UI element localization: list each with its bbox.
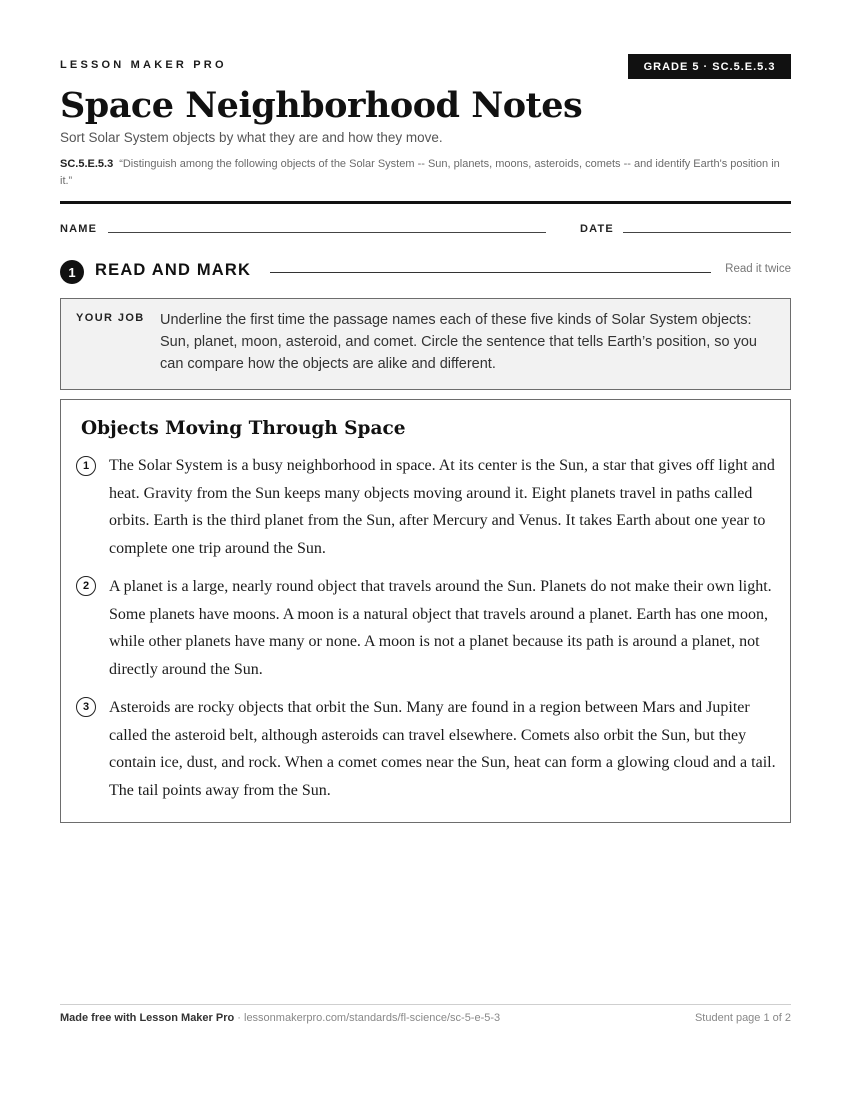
paragraph-number: 2	[76, 576, 96, 596]
job-box	[60, 298, 791, 390]
standard-code: SC.5.E.5.3	[60, 158, 114, 170]
page-indicator: Student page 1 of 2	[694, 1012, 791, 1024]
date-label: DATE	[580, 223, 614, 235]
paragraph-2: A planet is a large, nearly round object that travels around the Sun. Planets do not make their own light. Some planets have moons. A moon is a natural object that travels around a planet. Earth has one moon, while other planets have many or none. A moon is not a planet because its path is around a planet, not directly around the Sun.	[109, 578, 772, 679]
job-label: YOUR JOB	[76, 312, 145, 324]
date-field[interactable]	[623, 232, 791, 233]
paragraph-number: 1	[76, 456, 96, 476]
header-divider	[60, 201, 791, 204]
standard-statement	[60, 156, 792, 190]
paragraph-number: 3	[76, 697, 96, 717]
footer-made-with: Made free with Lesson Maker Pro	[60, 1012, 235, 1024]
job-instructions: Underline the first time the passage names each of these five kinds of Solar System objects: Sun, planet, moon, asteroid, and comet. Circle the sentence that tells Earth’s position, so you can compare how the objects are alike and different.	[160, 312, 757, 372]
page-subtitle: Sort Solar System objects by what they are and how they move.	[60, 130, 443, 145]
paragraph-1: The Solar System is a busy neighborhood in space. At its center is the Sun, a star that gives off light and heat. Gravity from the Sun keeps many objects moving around it. Eight planets travel in paths called orbits. Earth is the third planet from the Sun, after Mercury and Venus. It takes Earth about one year to complete one trip around the Sun.	[109, 457, 775, 558]
section-note: Read it twice	[725, 263, 791, 275]
brand-name: LESSON MAKER PRO	[60, 59, 227, 71]
paragraph-3: Asteroids are rocky objects that orbit the Sun. Many are found in a region between Mars and Jupiter called the asteroid belt, although asteroids can travel elsewhere. Comets also orbit the Sun, but they contain ice, dust, and rock. When a comet comes near the Sun, heat can form a glowing cloud and a tail. The tail points away from the Sun.	[109, 699, 776, 800]
page-title: Space Neighborhood Notes	[60, 85, 583, 126]
footer-credit	[60, 1012, 500, 1024]
grade-badge: GRADE 5 · SC.5.E.5.3	[628, 54, 791, 79]
section-title: READ AND MARK	[95, 261, 252, 279]
name-field[interactable]	[108, 232, 546, 233]
section-number: 1	[60, 260, 84, 284]
section-divider	[270, 272, 711, 273]
footer-separator: ·	[234, 1012, 244, 1024]
footer-divider	[60, 1004, 791, 1005]
footer-url-link[interactable]: lessonmakerpro.com/standards/fl-science/sc-5-e-5-3	[244, 1012, 501, 1024]
passage-box	[60, 399, 791, 823]
passage-title: Objects Moving Through Space	[81, 418, 406, 439]
name-label: NAME	[60, 223, 98, 235]
standard-text: “Distinguish among the following objects of the Solar System -- Sun, planets, moons, asteroids, comets -- and identify Earth's position in it.”	[60, 158, 780, 187]
